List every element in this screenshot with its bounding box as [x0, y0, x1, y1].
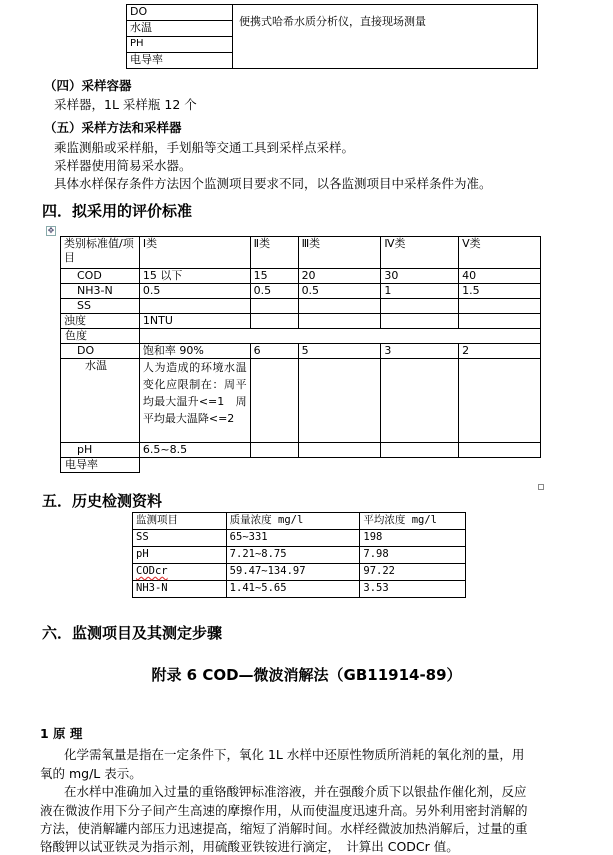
cell	[250, 359, 298, 443]
row-name: pH	[61, 443, 140, 458]
principle-p2-line3: 方法，使消解罐内部压力迅速提高，缩短了消解时间。水样经微波加热消解后，过量的重	[40, 821, 528, 836]
class-header: Ⅰ类	[139, 237, 250, 269]
history-cell: SS	[133, 530, 227, 547]
history-cell: 1.41~5.65	[226, 581, 360, 598]
principle-p2-line4: 铬酸钾以试亚铁灵为指示剂，用硫酸亚铁铵进行滴定， 计算出 CODCr 值。	[40, 839, 459, 854]
cell	[298, 314, 381, 329]
section-4-title: （四）采样容器	[44, 78, 132, 93]
history-cell: 59.47~134.97	[226, 564, 360, 581]
section-5-line: 采样器使用简易采水器。	[54, 158, 192, 173]
cell	[381, 443, 459, 458]
cell	[139, 329, 540, 344]
row-name: DO	[61, 344, 140, 359]
class-header: Ⅲ类	[298, 237, 381, 269]
history-cell: 97.22	[360, 564, 466, 581]
history-cell: 7.21~8.75	[226, 547, 360, 564]
cell: 3	[381, 344, 459, 359]
cell	[139, 299, 250, 314]
cell: 5	[298, 344, 381, 359]
heading-4: 四．拟采用的评价标准	[42, 202, 193, 220]
top-table	[126, 4, 538, 69]
cell	[459, 359, 541, 443]
cell	[298, 443, 381, 458]
principle-p2-line2: 液在微波作用下分子间产生高速的摩擦作用，从而使温度迅速升高。另外利用密封消解的	[40, 803, 528, 818]
cell: 1.5	[459, 284, 541, 299]
heading-5: 五．历史检测资料	[42, 492, 163, 510]
cell	[298, 359, 381, 443]
cell	[250, 299, 298, 314]
history-cell: 7.98	[360, 547, 466, 564]
section-5-line: 具体水样保存条件方法因个监测项目要求不同，以各监测项目中采样条件为准。	[54, 176, 492, 191]
top-table-merged-cell: 便携式哈希水质分析仪，直接现场测量	[233, 5, 538, 69]
history-cell: 198	[360, 530, 466, 547]
class-header: Ⅱ类	[250, 237, 298, 269]
standards-header-col: 类别标准值/项目	[61, 237, 140, 269]
row-name: NH3-N	[61, 284, 140, 299]
section-4-text: 采样器，1L 采样瓶 12 个	[54, 97, 197, 112]
spell-flagged-text: CODcr	[136, 565, 168, 577]
history-cell: pH	[133, 547, 227, 564]
cell	[459, 443, 541, 458]
section-5-title: （五）采样方法和采样器	[44, 120, 182, 135]
top-table-cell: 水温	[127, 21, 233, 37]
class-header: Ⅳ类	[381, 237, 459, 269]
cell: 30	[381, 269, 459, 284]
class-header: Ⅴ类	[459, 237, 541, 269]
history-header: 平均浓度 mg/l	[360, 513, 466, 530]
principle-p1-line2: 氧的 mg/L 表示。	[40, 766, 142, 781]
cell: 人为造成的环境水温变化应限制在：周平均最大温升<=1 周平均最大温降<=2	[139, 359, 250, 443]
cell	[139, 458, 540, 473]
history-cell: 65~331	[226, 530, 360, 547]
cell: 饱和率 90%	[139, 344, 250, 359]
cell: 6.5~8.5	[139, 443, 250, 458]
history-cell: NH3-N	[133, 581, 227, 598]
row-name: 浊度	[61, 314, 140, 329]
row-name: 水温	[61, 359, 140, 443]
history-header: 监测项目	[133, 513, 227, 530]
principle-p1-line1: 化学需氧量是指在一定条件下，氧化 1L 水样中还原性物质所消耗的氧化剂的量，用	[64, 747, 525, 762]
table-move-handle-icon[interactable]: ✥	[47, 226, 55, 235]
cell: 0.5	[250, 284, 298, 299]
cell: 40	[459, 269, 541, 284]
top-table-cell: 电导率	[127, 53, 233, 69]
history-table	[132, 512, 466, 598]
row-name: 色度	[61, 329, 140, 344]
appendix-title: 附录 6 COD—微波消解法（GB11914-89）	[151, 666, 462, 684]
history-cell	[133, 564, 227, 581]
cell	[298, 299, 381, 314]
cell: 6	[250, 344, 298, 359]
top-table-cell: PH	[127, 37, 233, 53]
cell: 1NTU	[139, 314, 250, 329]
cell: 0.5	[139, 284, 250, 299]
history-cell: 3.53	[360, 581, 466, 598]
top-table-cell: DO	[127, 5, 233, 21]
section-5-line: 乘监测船或采样船，手划船等交通工具到采样点采样。	[54, 140, 355, 155]
cell	[250, 314, 298, 329]
cell: 15	[250, 269, 298, 284]
cell: 0.5	[298, 284, 381, 299]
cell: 20	[298, 269, 381, 284]
cell	[381, 314, 459, 329]
cell	[459, 314, 541, 329]
cell: 2	[459, 344, 541, 359]
cell	[381, 299, 459, 314]
row-name: COD	[61, 269, 140, 284]
standards-table	[60, 236, 541, 473]
cell: 1	[381, 284, 459, 299]
principle-title: 1 原 理	[40, 726, 83, 741]
row-name: 电导率	[61, 458, 140, 473]
table-resize-handle[interactable]	[538, 484, 544, 490]
row-name: SS	[61, 299, 140, 314]
heading-6: 六．监测项目及其测定步骤	[42, 624, 223, 642]
cell	[250, 443, 298, 458]
cell: 15 以下	[139, 269, 250, 284]
principle-p2-line1: 在水样中准确加入过量的重铬酸钾标准溶液，并在强酸介质下以银盐作催化剂，反应	[64, 784, 527, 799]
cell	[381, 359, 459, 443]
cell	[459, 299, 541, 314]
history-header: 质量浓度 mg/l	[226, 513, 360, 530]
